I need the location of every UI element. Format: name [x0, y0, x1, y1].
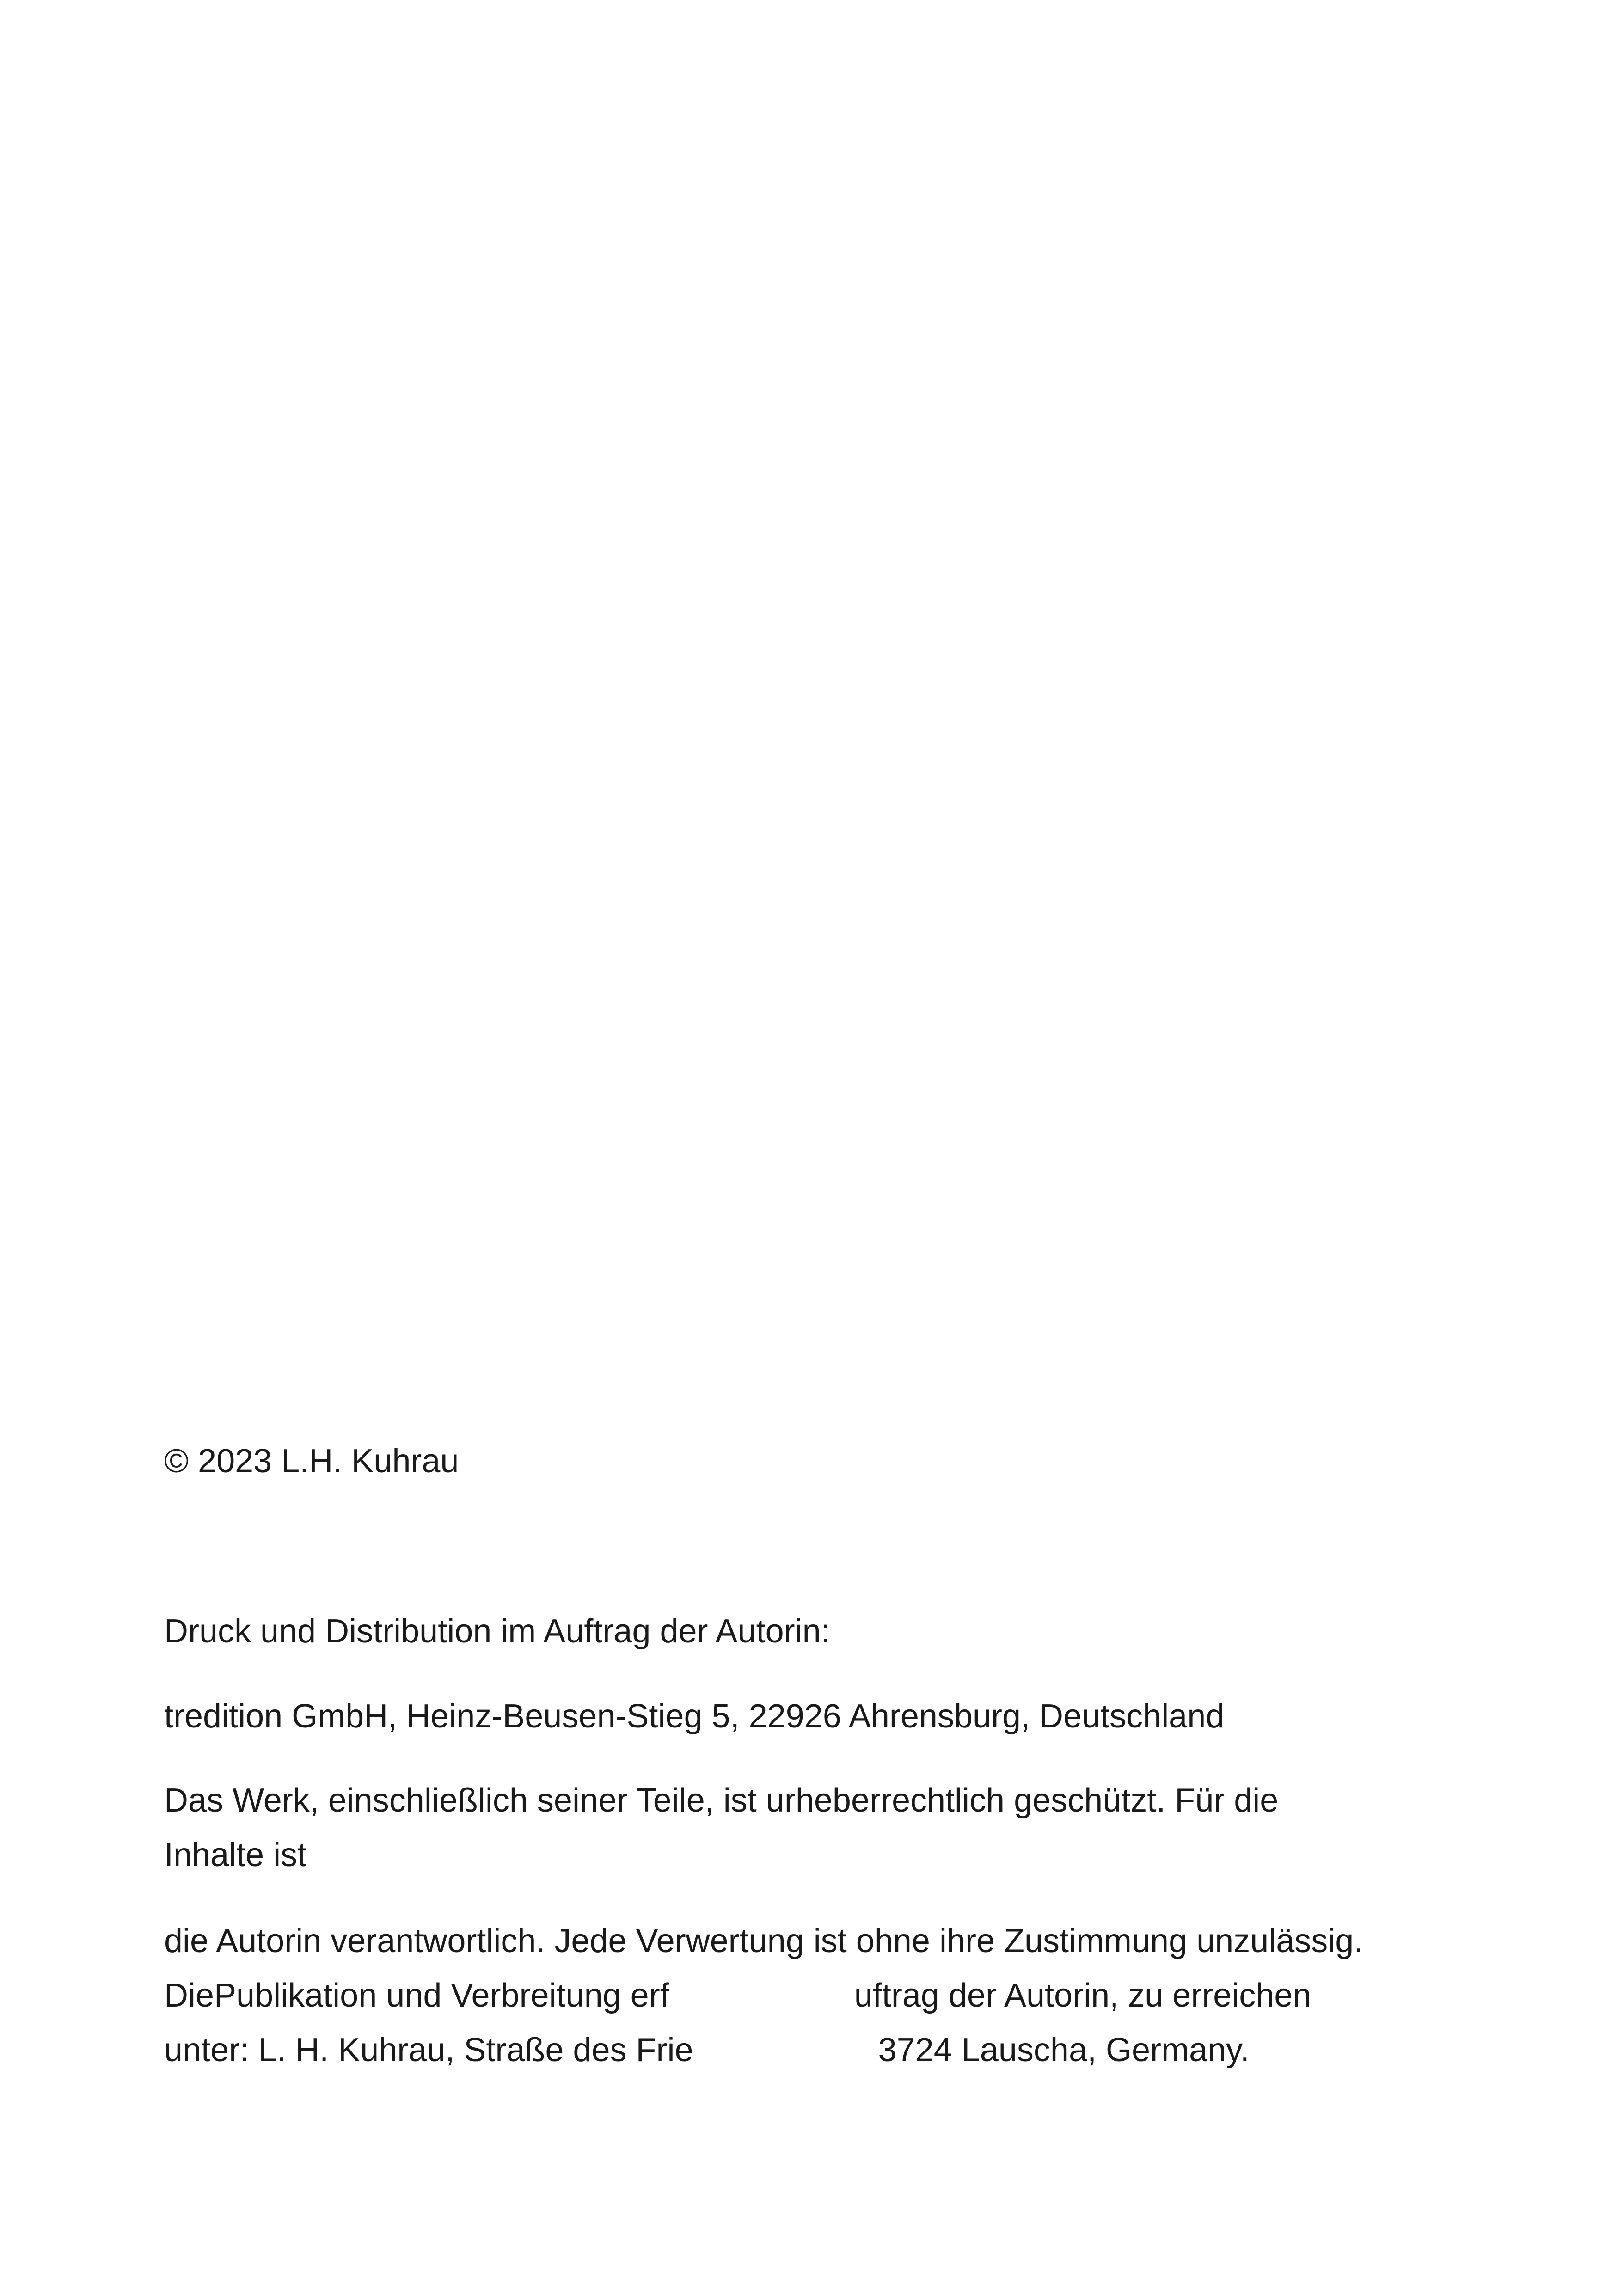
copyright-notice	[164, 1434, 1505, 1488]
author-statement-line-3-text: unter: L. H. Kuhrau, Straße des Frie 3724 Lauscha, Germany.	[164, 2032, 1250, 2069]
publisher-address-text: tredition GmbH, Heinz-Beusen-Stieg 5, 22926 Ahrensburg, Deutschland	[164, 1698, 1225, 1735]
author-responsibility-statement	[164, 1914, 1505, 2077]
author-statement-line-2-text: DiePublikation und Verbreitung erf uftrag der Autorin, zu erreichen	[164, 1977, 1312, 2014]
print-distribution-label	[164, 1604, 1505, 1659]
copyright-text: © 2023 L.H. Kuhrau	[164, 1443, 459, 1480]
author-statement-line-3	[164, 2023, 1505, 2077]
copyright-statement	[164, 1773, 1505, 1882]
author-statement-line-2	[164, 1968, 1505, 2023]
copyright-statement-line-1: Das Werk, einschließlich seiner Teile, ist urheberrechtlich geschützt. Für die	[164, 1782, 1279, 1819]
author-statement-line-1: die Autorin verantwortlich. Jede Verwertung ist ohne ihre Zustimmung unzulässig.	[164, 1923, 1363, 1959]
print-distribution-text: Druck und Distribution im Auftrag der Autorin:	[164, 1613, 830, 1650]
copyright-statement-line-2: Inhalte ist	[164, 1837, 307, 1874]
publisher-address	[164, 1689, 1505, 1744]
